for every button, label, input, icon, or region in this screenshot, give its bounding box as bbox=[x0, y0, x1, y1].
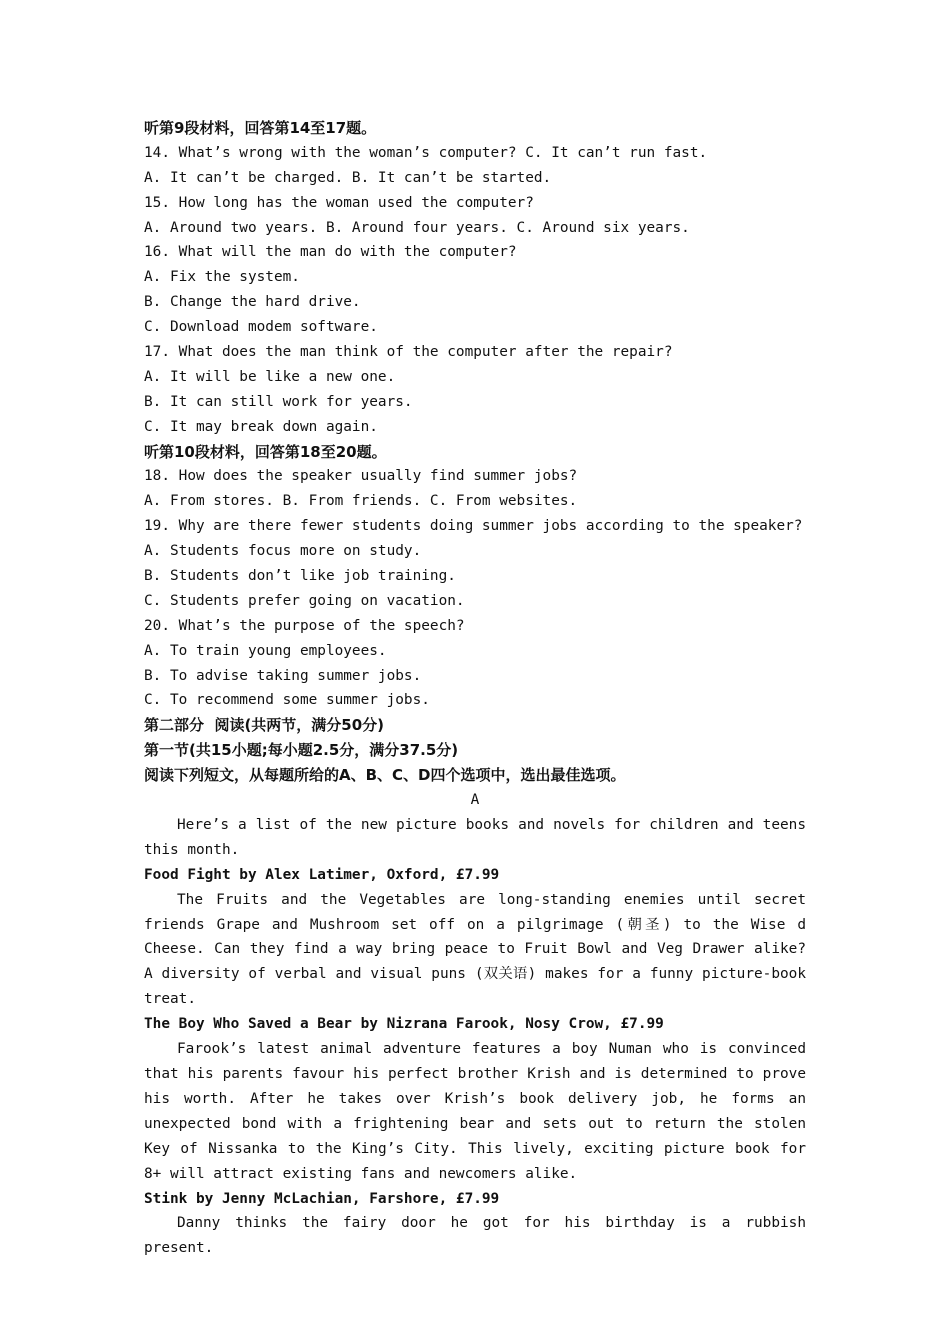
question-16: 16. What will the man do with the computer? bbox=[144, 244, 517, 261]
section-heading-9: 听第9段材料，回答第14至17题。 bbox=[144, 119, 377, 137]
exam-page bbox=[144, 116, 806, 1261]
question-20-option-b: B. To advise taking summer jobs. bbox=[144, 667, 422, 684]
book-description-food-fight bbox=[144, 888, 806, 1013]
section-heading-10: 听第10段材料，回答第18至20题。 bbox=[144, 442, 387, 461]
book-description-stink bbox=[144, 1211, 806, 1261]
question-16-option-b: B. Change the hard drive. bbox=[144, 294, 361, 311]
question-14: 14. What’s wrong with the woman’s computer? C. It can’t run fast. bbox=[144, 144, 708, 161]
question-16-option-a: A. Fix the system. bbox=[144, 269, 300, 286]
part-two-heading: 第二部分 阅读(共两节，满分50分) bbox=[144, 716, 385, 735]
book-text-stink: Danny thinks the fairy door he got for his birthday is a rubbish present. bbox=[144, 1215, 806, 1257]
question-16-option-c: C. Download modem software. bbox=[144, 319, 378, 336]
question-20-option-c: C. To recommend some summer jobs. bbox=[144, 692, 430, 709]
book-title-food-fight: Food Fight by Alex Latimer, Oxford, £7.99 bbox=[144, 866, 500, 883]
reading-instructions: 阅读下列短文，从每题所给的A、B、C、D四个选项中，选出最佳选项。 bbox=[144, 766, 626, 785]
passage-intro bbox=[144, 813, 806, 863]
question-20: 20. What’s the purpose of the speech? bbox=[144, 617, 465, 634]
question-15: 15. How long has the woman used the computer? bbox=[144, 194, 534, 211]
question-20-option-a: A. To train young employees. bbox=[144, 642, 387, 659]
passage-intro-text: Here’s a list of the new picture books and novels for children and teens this month. bbox=[144, 816, 806, 858]
question-19-option-b: B. Students don’t like job training. bbox=[144, 568, 456, 585]
question-19: 19. Why are there fewer students doing summer jobs according to the speaker? bbox=[144, 518, 803, 535]
question-19-option-a: A. Students focus more on study. bbox=[144, 543, 422, 560]
question-17-option-c: C. It may break down again. bbox=[144, 418, 378, 435]
book-title-boy-bear: The Boy Who Saved a Bear by Nizrana Farook, Nosy Crow, £7.99 bbox=[144, 1016, 664, 1033]
question-18: 18. How does the speaker usually find summer jobs? bbox=[144, 468, 578, 485]
question-14-options: A. It can’t be charged. B. It can’t be started. bbox=[144, 169, 552, 186]
question-17-option-b: B. It can still work for years. bbox=[144, 393, 413, 410]
question-19-option-c: C. Students prefer going on vacation. bbox=[144, 592, 465, 609]
question-17-option-a: A. It will be like a new one. bbox=[144, 368, 396, 385]
passage-label: A bbox=[470, 792, 480, 809]
question-18-options: A. From stores. B. From friends. C. From websites. bbox=[144, 493, 578, 510]
question-15-options: A. Around two years. B. Around four years. C. Around six years. bbox=[144, 219, 690, 236]
book-title-stink: Stink by Jenny McLachian, Farshore, £7.99 bbox=[144, 1190, 500, 1207]
book-text-food-fight: The Fruits and the Vegetables are long-standing enemies until secret friends Grape and Mushroom set off on a pilgrimage (朝圣) to the Wise d Cheese. Can they find a way bring peace to Fruit Bowl and Veg Drawer alike? A diversity of verbal and visual puns (双关语) makes for a funny picture-book treat. bbox=[144, 891, 806, 1008]
book-description-boy-bear bbox=[144, 1037, 806, 1186]
book-text-boy-bear: Farook’s latest animal adventure features a boy Numan who is convinced that his parents favour his perfect brother Krish and is determined to prove his worth. After he takes over Krish’s book delivery job, he forms an unexpected bond with a frightening bear and sets out to return the stolen Key of Nissanka to the King’s City. This lively, exciting picture book for 8+ will attract existing fans and newcomers alike. bbox=[144, 1041, 806, 1182]
question-17: 17. What does the man think of the computer after the repair? bbox=[144, 344, 673, 361]
section-one-heading: 第一节(共15小题;每小题2.5分，满分37.5分) bbox=[144, 741, 459, 760]
